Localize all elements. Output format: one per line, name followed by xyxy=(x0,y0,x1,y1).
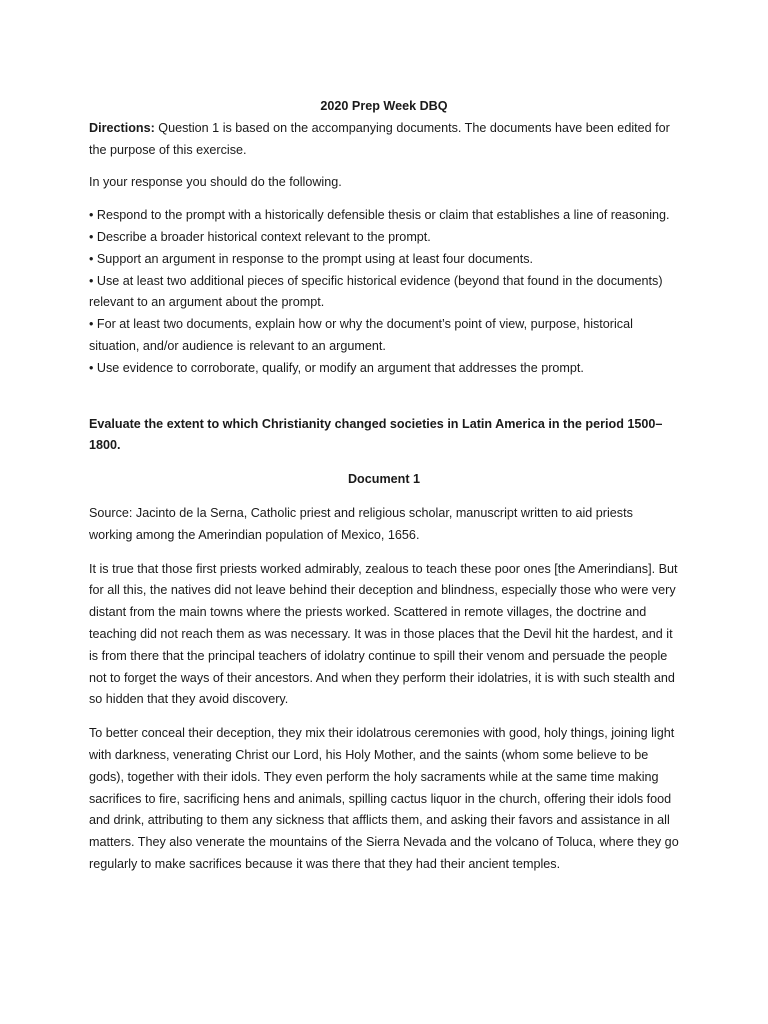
document-source: Source: Jacinto de la Serna, Catholic priest and religious scholar, manuscript written to aid priests working among the Amerindian population of Mexico, 1656. xyxy=(89,505,633,542)
intro-text: In your response you should do the following. xyxy=(89,175,342,190)
list-item: • Use at least two additional pieces of specific historical evidence (beyond that found in the documents) relevant to an argument about the prompt. xyxy=(89,273,663,310)
document-page xyxy=(89,96,679,876)
directions-text: Question 1 is based on the accompanying documents. The documents have been edited for the purpose of this exercise. xyxy=(89,120,670,157)
document-paragraph-1: It is true that those first priests worked admirably, zealous to teach these poor ones [the Amerindians]. But for all this, the natives did not leave behind their deception and blindness, especially those who were very distant from the main towns where the priests worked. Scattered in remote villages, the doctrine and teaching did not reach them as was necessary. It was in those places that the Devil hit the hardest, and it is from there that the principal teachers of idolatry continue to spill their venom and persuade the people not to forget the ways of their ancestors. And when they perform their idolatries, it is with such stealth and so hidden that they avoid discovery. xyxy=(89,561,678,707)
list-item: • Describe a broader historical context relevant to the prompt. xyxy=(89,229,431,244)
document-paragraph-2: To better conceal their deception, they mix their idolatrous ceremonies with good, holy things, joining light with darkness, venerating Christ our Lord, his Holy Mother, and the saints (whom some believe to be gods), together with their idols. They even perform the holy sacraments while at the same time making sacrifices to fire, sacrificing hens and animals, spilling cactus liquor in the church, offering their idols food and drink, attributing to them any sickness that afflicts them, and asking their favors and assistance in all matters. They also venerate the mountains of the Sierra Nevada and the volcano of Toluca, where they go regularly to make sacrifices because it was there that they had their ancient temples. xyxy=(89,726,679,871)
page-title: 2020 Prep Week DBQ xyxy=(320,99,448,113)
essay-prompt: Evaluate the extent to which Christianity changed societies in Latin America in the period 1500–1800. xyxy=(89,416,663,453)
requirements-list xyxy=(89,205,679,379)
directions xyxy=(89,118,679,162)
list-item: • For at least two documents, explain how or why the document’s point of view, purpose, historical situation, and/or audience is relevant to an argument. xyxy=(89,317,633,353)
directions-label: Directions: xyxy=(89,120,155,135)
document-heading: Document 1 xyxy=(347,472,421,487)
list-item: • Use evidence to corroborate, qualify, or modify an argument that addresses the prompt. xyxy=(89,360,584,375)
list-item: • Respond to the prompt with a historically defensible thesis or claim that establishes a line of reasoning. xyxy=(89,208,670,223)
list-item: • Support an argument in response to the prompt using at least four documents. xyxy=(89,251,534,266)
